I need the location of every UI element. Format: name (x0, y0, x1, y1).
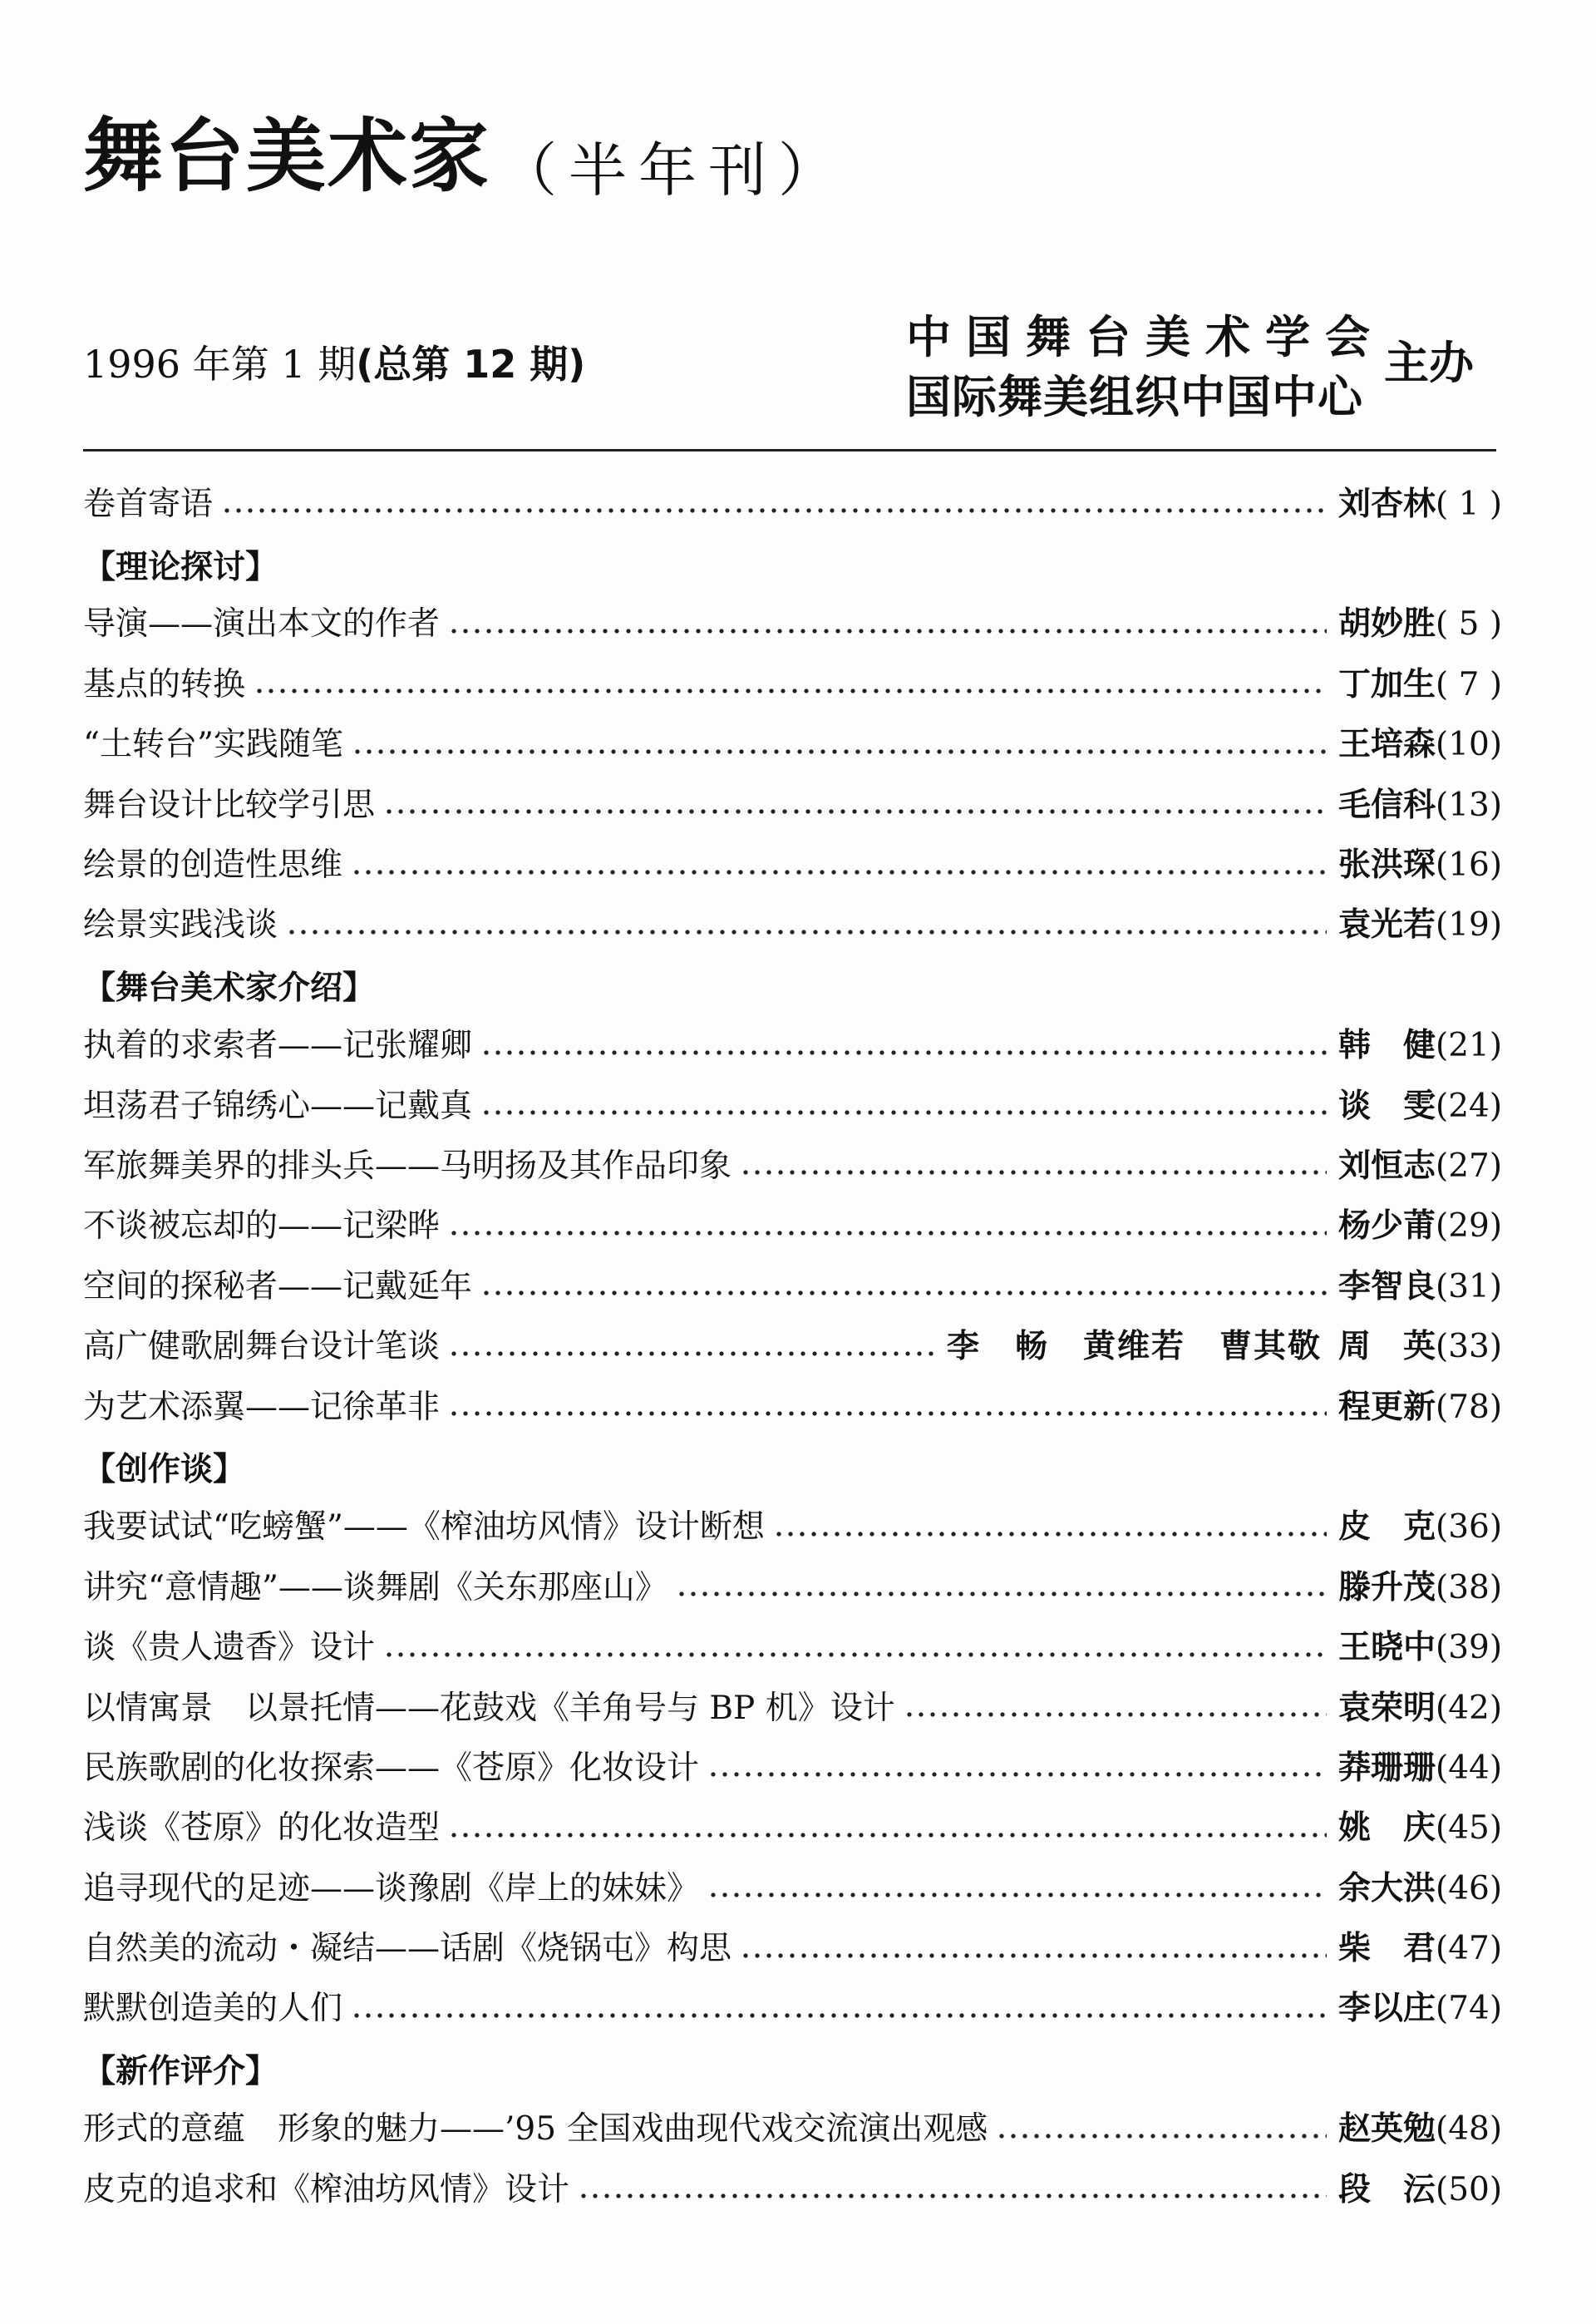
toc-entry[interactable] (83, 1738, 1513, 1798)
toc-entry-author: 韩 健(21) (1338, 1027, 1503, 1065)
toc-entry-author: 周 英(33) (1338, 1328, 1503, 1366)
leader-dots (904, 1711, 1327, 1718)
toc-entry[interactable] (83, 1136, 1513, 1196)
toc-entry-coauthors: 李 畅 黄维若 曹其敬 (946, 1328, 1322, 1366)
toc-entry-author: 杨少莆(29) (1338, 1207, 1503, 1246)
toc-entry[interactable] (83, 2099, 1513, 2159)
leader-dots (480, 1049, 1327, 1056)
toc-entry-author: 莽珊珊(44) (1338, 1749, 1503, 1787)
leader-dots (351, 869, 1327, 876)
leader-dots (996, 2133, 1327, 2139)
toc-entry-title: 基点的转换 (83, 665, 246, 703)
toc-entry-page: (13) (1436, 786, 1503, 824)
toc-entry-page: (33) (1436, 1328, 1503, 1366)
toc-entry-title: 形式的意蕴 形象的魅力——’95 全国戏曲现代戏交流演出观感 (83, 2110, 988, 2149)
issue-info (83, 342, 586, 387)
toc-entry[interactable] (83, 1498, 1513, 1557)
toc-entry[interactable] (83, 1858, 1513, 1918)
leader-dots (352, 748, 1327, 755)
toc-entry-title: 为艺术添翼——记徐革非 (83, 1388, 441, 1426)
toc-entry-author: 王晓中(39) (1338, 1629, 1503, 1667)
toc-entry-author: 胡妙胜( 5 ) (1338, 605, 1503, 644)
toc-entry-author: 毛信科(13) (1338, 786, 1503, 824)
toc-entry-author: 李以庄(74) (1338, 1990, 1503, 2028)
toc-entry-author: 滕升茂(38) (1338, 1568, 1503, 1606)
toc-entry[interactable] (83, 896, 1513, 955)
toc-entry[interactable] (83, 1016, 1513, 1076)
toc-entry-title: 自然美的流动・凝结——话剧《烧锅屯》构思 (83, 1930, 732, 1968)
toc-entry-page: (46) (1436, 1869, 1503, 1907)
toc-entry-author: 程更新(78) (1338, 1388, 1503, 1426)
leader-dots (448, 628, 1327, 634)
table-of-contents (83, 474, 1513, 2219)
leader-dots (448, 1350, 935, 1357)
toc-entry-author: 姚 庆(45) (1338, 1809, 1503, 1848)
toc-entry-page: ( 5 ) (1436, 605, 1503, 644)
toc-entry-author: 赵英勉(48) (1338, 2110, 1503, 2149)
toc-entry-author: 王培森(10) (1338, 726, 1503, 764)
header-divider (83, 449, 1496, 451)
toc-entry-author: 刘恒志(27) (1338, 1147, 1503, 1185)
sponsor-organizations (906, 308, 1385, 427)
toc-entry-page: (36) (1436, 1508, 1503, 1547)
toc-entry-page: (50) (1436, 2170, 1503, 2208)
toc-entry-page: (24) (1436, 1087, 1503, 1125)
leader-dots (676, 1591, 1327, 1597)
toc-entry-page: (45) (1436, 1809, 1503, 1848)
toc-entry-author: 谈 雯(24) (1338, 1087, 1503, 1125)
leader-dots (480, 1109, 1327, 1116)
toc-entry[interactable] (83, 1377, 1513, 1437)
sponsor-org-2: 国际舞美组织中国中心 (906, 371, 1363, 423)
toc-entry-author: 李智良(31) (1338, 1267, 1503, 1305)
toc-entry-title: “土转台”实践随笔 (83, 726, 343, 764)
leader-dots (351, 2012, 1327, 2019)
toc-entry-page: (16) (1436, 846, 1503, 885)
leader-dots (221, 507, 1327, 514)
issue-total-number: (总第 12 期) (356, 342, 586, 387)
toc-entry-author: 丁加生( 7 ) (1338, 665, 1503, 703)
toc-entry-page: (42) (1436, 1689, 1503, 1727)
sponsor-org-1: 中国舞台美术学会 (906, 311, 1385, 363)
toc-entry-title: 民族歌剧的化妆探索——《苍原》化妆设计 (83, 1749, 700, 1787)
toc-entry-title: 皮克的追求和《榨油坊风情》设计 (83, 2170, 570, 2208)
toc-entry[interactable] (83, 1076, 1513, 1136)
issue-number: 1996 年第 1 期 (83, 342, 357, 387)
toc-entry[interactable] (83, 2159, 1513, 2219)
toc-entry-author: 袁荣明(42) (1338, 1689, 1503, 1727)
section-heading-creation: 【创作谈】 (83, 1451, 246, 1489)
toc-entry-author: 张洪琛(16) (1338, 846, 1503, 885)
sponsor-role: 主办 (1384, 337, 1474, 389)
toc-entry-author: 袁光若(19) (1338, 906, 1503, 945)
leader-dots (707, 1892, 1327, 1898)
journal-frequency: （半年刊） (499, 136, 848, 205)
toc-entry-title: 空间的探秘者——记戴延年 (83, 1267, 473, 1305)
leader-dots (254, 688, 1327, 694)
toc-entry-title: 讲究“意情趣”——谈舞剧《关东那座山》 (83, 1568, 667, 1606)
toc-entry-page: (47) (1436, 1930, 1503, 1968)
leader-dots (578, 2193, 1327, 2199)
toc-entry-author: 柴 君(47) (1338, 1930, 1503, 1968)
toc-entry-page: (78) (1436, 1388, 1503, 1426)
toc-entry-title: 以情寓景 以景托情——花鼓戏《羊角号与 BP 机》设计 (83, 1689, 895, 1727)
toc-entry-page: (19) (1436, 906, 1503, 945)
toc-entry[interactable] (83, 835, 1513, 895)
toc-entry-title: 默默创造美的人们 (83, 1990, 343, 2028)
toc-entry-title: 导演——演出本文的作者 (83, 605, 441, 644)
toc-entry[interactable] (83, 474, 1513, 534)
section-heading-theory: 【理论探讨】 (83, 548, 278, 586)
toc-entry-title: 坦荡君子锦绣心——记戴真 (83, 1087, 473, 1125)
toc-entry-author: 段 沄(50) (1338, 2170, 1503, 2208)
toc-entry[interactable] (83, 775, 1513, 835)
toc-entry-page: (44) (1436, 1749, 1503, 1787)
toc-entry[interactable] (83, 1678, 1513, 1738)
toc-entry[interactable] (83, 715, 1513, 775)
leader-dots (707, 1771, 1327, 1778)
journal-title: 舞台美术家 (83, 110, 490, 203)
toc-entry[interactable] (83, 1316, 1513, 1376)
leader-dots (480, 1290, 1327, 1296)
toc-entry[interactable] (83, 595, 1513, 654)
leader-dots (448, 1410, 1327, 1417)
toc-entry-page: (29) (1436, 1207, 1503, 1246)
leader-dots (448, 1832, 1327, 1838)
toc-entry-title: 谈《贵人遗香》设计 (83, 1629, 376, 1667)
section-heading-artists: 【舞台美术家介绍】 (83, 970, 376, 1008)
toc-entry-page: (74) (1436, 1990, 1503, 2028)
toc-entry[interactable] (83, 1799, 1513, 1858)
toc-entry-title: 军旅舞美界的排头兵——马明扬及其作品印象 (83, 1147, 732, 1185)
toc-entry[interactable] (83, 1918, 1513, 1978)
toc-entry-title: 绘景实践浅谈 (83, 906, 278, 945)
toc-entry-title: 卷首寄语 (83, 485, 214, 523)
toc-entry-title: 绘景的创造性思维 (83, 846, 343, 885)
toc-entry-page: (21) (1436, 1027, 1503, 1065)
toc-entry-author: 刘杏林( 1 ) (1338, 485, 1503, 523)
toc-entry-title: 舞台设计比较学引思 (83, 786, 376, 824)
toc-entry[interactable] (83, 1256, 1513, 1316)
leader-dots (383, 1651, 1327, 1658)
section-heading-reviews: 【新作评介】 (83, 2053, 278, 2091)
toc-entry-page: (48) (1436, 2110, 1503, 2149)
toc-entry-page: (39) (1436, 1629, 1503, 1667)
leader-dots (286, 929, 1327, 935)
toc-entry-author: 皮 克(36) (1338, 1508, 1503, 1547)
toc-entry-title: 追寻现代的足迹——谈豫剧《岸上的妹妹》 (83, 1869, 700, 1907)
toc-entry[interactable] (83, 1617, 1513, 1677)
toc-entry-author: 余大洪(46) (1338, 1869, 1503, 1907)
toc-entry[interactable] (83, 1557, 1513, 1617)
leader-dots (773, 1531, 1327, 1537)
toc-entry-title: 我要试试“吃螃蟹”——《榨油坊风情》设计断想 (83, 1508, 765, 1547)
leader-dots (448, 1230, 1327, 1236)
leader-dots (740, 1952, 1327, 1959)
toc-entry[interactable] (83, 654, 1513, 714)
leader-dots (383, 808, 1327, 815)
toc-entry-title: 高广健歌剧舞台设计笔谈 (83, 1328, 441, 1366)
toc-entry-page: (10) (1436, 726, 1503, 764)
toc-entry-title: 不谈被忘却的——记梁晔 (83, 1207, 441, 1246)
toc-entry[interactable] (83, 1197, 1513, 1256)
toc-entry-page: ( 1 ) (1436, 485, 1503, 523)
toc-entry-page: (31) (1436, 1267, 1503, 1305)
leader-dots (740, 1169, 1327, 1176)
toc-entry-title: 执着的求索者——记张耀卿 (83, 1027, 473, 1065)
toc-entry-page: (38) (1436, 1568, 1503, 1606)
toc-entry-title: 浅谈《苍原》的化妆造型 (83, 1809, 441, 1848)
toc-entry-page: (27) (1436, 1147, 1503, 1185)
toc-entry[interactable] (83, 1979, 1513, 2039)
toc-entry-page: ( 7 ) (1436, 665, 1503, 703)
